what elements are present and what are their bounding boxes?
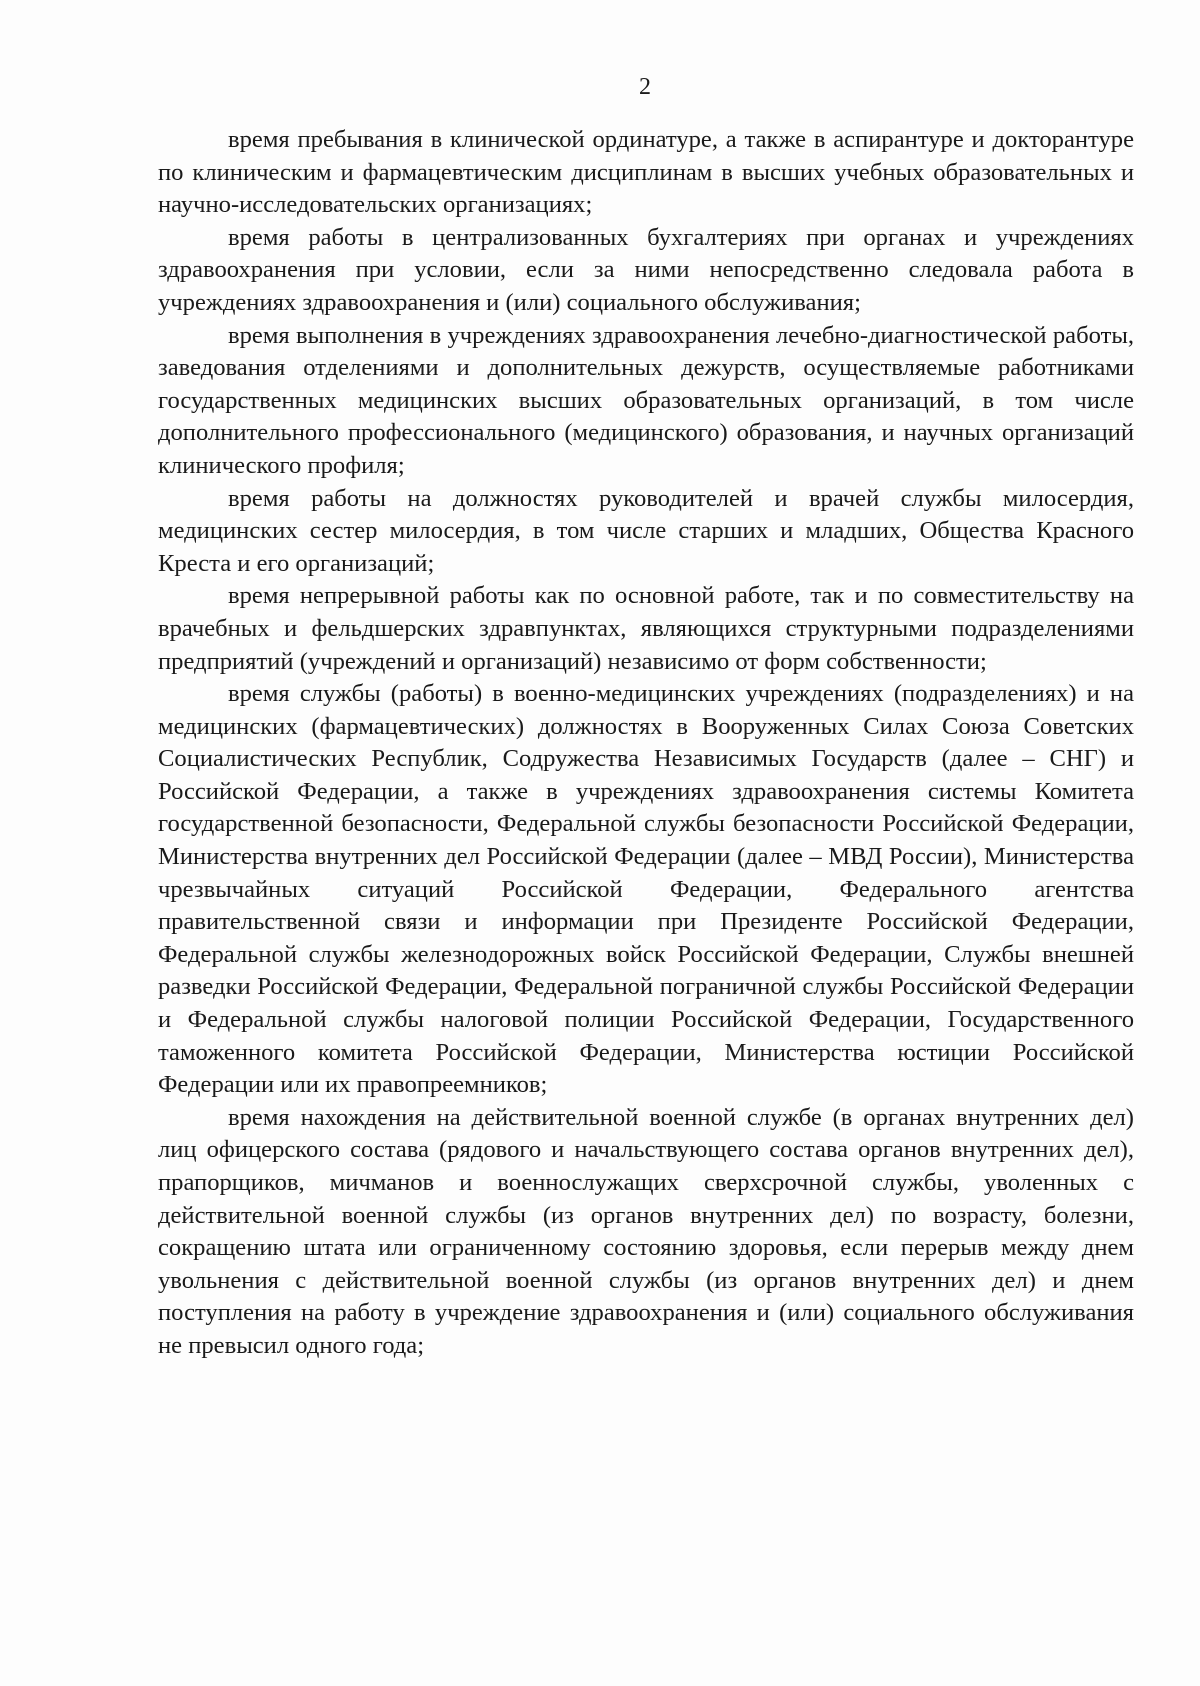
page-number: 2 [639,74,651,100]
paragraph-military-service: время нахождения на действительной военной службе (в органах внутренних дел) лиц офицерского состава (рядового и начальствующего состава органов внутренних дел), прапорщиков, мичманов и военнослужащих сверхсрочной службы, уволенных с действительной военной службы (из органов внутренних дел) по возрасту, болезни, сокращению штата или ограниченному состоянию здоровья, если перерыв между днем увольнения с действительной военной службы (из органов внутренних дел) и днем поступления на работу в учреждение здравоохранения и (или) социального обслуживания не превысил одного года; [158,1103,1134,1359]
paragraph-military-medical: время службы (работы) в военно-медицинских учреждениях (подразделениях) и на медицинских (фармацевтических) должностях в Вооруженных Силах Союза Советских Социалистических Республик, Содружества Независимых Государств (далее – СНГ) и Российской Федерации, а также в учреждениях здравоохранения системы Комитета государственной безопасности, Федеральной службы безопасности Российской Федерации, Министерства внутренних дел Российской Федерации (далее – МВД России), Министерства чрезвычайных ситуаций Российской Федерации, Федерального агентства правительственной связи и информации при Президенте Российской Федерации, Федеральной службы железнодорожных войск Российской Федерации, Службы внешней разведки Российской Федерации, Федеральной пограничной службы Российской Федерации и Федеральной службы налоговой полиции Российской Федерации, Государственного таможенного комитета Российской Федерации, Министерства юстиции Российской Федерации или их правопреемников; [158,680,1134,1099]
paragraph-health-posts: время непрерывной работы как по основной работе, так и по совместительству на врачебных и фельдшерских здравпунктах, являющихся структурными подразделениями предприятий (учреждений и организаций) независимо от форм собственности; [158,582,1134,675]
paragraph-mercy-service: время работы на должностях руководителей и врачей службы милосердия, медицинских сестер милосердия, в том числе старших и младших, Общества Красного Креста и его организаций; [158,484,1134,577]
paragraph-accounting: время работы в централизованных бухгалтериях при органах и учреждениях здравоохранения при условии, если за ними непосредственно следовала работа в учреждениях здравоохранения и (или) социального обслуживания; [158,223,1134,316]
paragraph-residency: время пребывания в клинической ординатуре, а также в аспирантуре и докторантуре по клиническим и фармацевтическим дисциплинам в высших учебных образовательных и научно-исследовательских организациях; [158,126,1134,219]
document-body [158,124,1134,1363]
paragraph-diagnostic-work: время выполнения в учреждениях здравоохранения лечебно-диагностической работы, заведования отделениями и дополнительных дежурств, осуществляемые работниками государственных медицинских высших образовательных организаций, в том числе дополнительного профессионального (медицинского) образования, и научных организаций клинического профиля; [158,321,1134,479]
